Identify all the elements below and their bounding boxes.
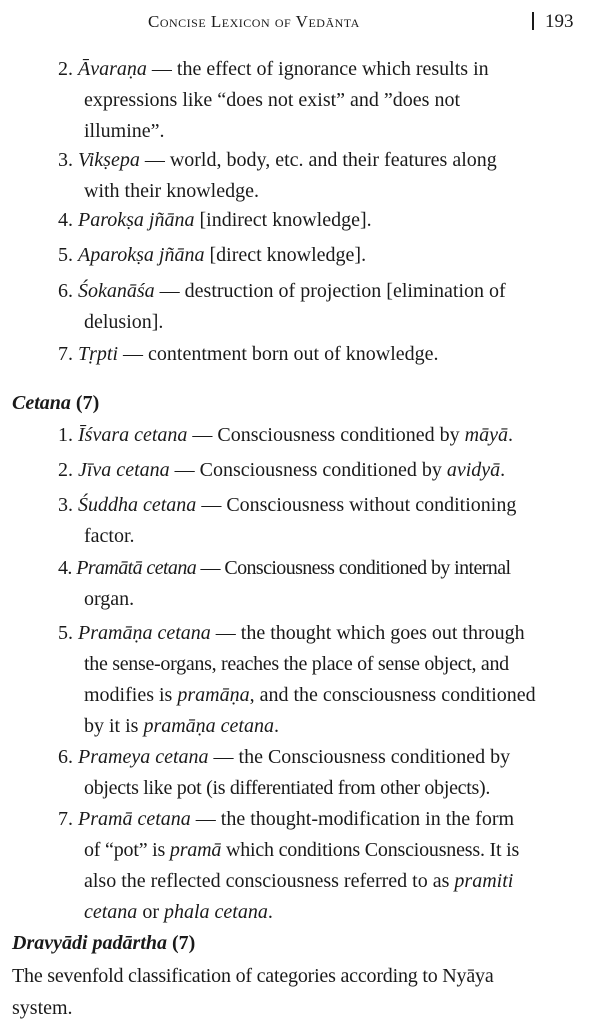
list-item bbox=[58, 240, 588, 271]
item-line: factor. bbox=[84, 525, 135, 547]
item-line: with their knowledge. bbox=[84, 180, 259, 202]
body-line: The sevenfold classification of categories according to Nyāya bbox=[12, 965, 494, 987]
item-line: 2. Jīva cetana — Consciousness conditioned by avidyā. bbox=[58, 459, 506, 481]
item-term: Pramāṇa cetana bbox=[78, 622, 211, 644]
section-heading-dravyadi: Dravyādi padārtha (7) bbox=[12, 932, 196, 954]
item-line: by it is pramāṇa cetana. bbox=[84, 715, 279, 737]
list-item bbox=[58, 490, 588, 552]
item-line: 2. Āvaraṇa — the effect of ignorance which results in bbox=[58, 58, 489, 80]
item-line: 6. Śokanāśa — destruction of projection [elimination of bbox=[58, 280, 506, 302]
item-line: of “pot” is pramā which conditions Consciousness. It is bbox=[84, 839, 520, 861]
item-line: 4. Pramātā cetana — Consciousness conditioned by internal bbox=[58, 557, 511, 579]
item-line: delusion]. bbox=[84, 311, 164, 333]
item-line: 7. Tṛpti — contentment born out of knowledge. bbox=[58, 343, 439, 365]
page-number: 193 bbox=[545, 11, 574, 32]
body-line: system. bbox=[12, 997, 73, 1019]
item-line: 1. Īśvara cetana — Consciousness conditioned by māyā. bbox=[58, 424, 513, 446]
item-line: 5. Pramāṇa cetana — the thought which goes out through bbox=[58, 622, 525, 644]
item-term: Āvaraṇa bbox=[78, 58, 147, 80]
item-line: 4. Parokṣa jñāna [indirect knowledge]. bbox=[58, 209, 372, 231]
item-line: also the reflected consciousness referred to as pramiti bbox=[84, 870, 514, 892]
item-line: modifies is pramāṇa, and the consciousness conditioned bbox=[84, 684, 536, 706]
item-term: Śokanāśa bbox=[78, 280, 155, 302]
item-term: Śuddha cetana bbox=[78, 494, 197, 516]
list-item bbox=[58, 553, 588, 615]
list-item bbox=[58, 276, 588, 338]
item-line: 6. Prameya cetana — the Consciousness conditioned by bbox=[58, 746, 511, 768]
item-term: Īśvara cetana bbox=[78, 424, 188, 446]
running-title: Concise Lexicon of Vedānta bbox=[148, 12, 360, 31]
section-heading-cetana: Cetana (7) bbox=[12, 392, 100, 414]
item-line: 7. Pramā cetana — the thought-modification in the form bbox=[58, 808, 515, 830]
list-item bbox=[58, 618, 588, 742]
item-term: Prameya cetana bbox=[78, 746, 209, 768]
list-item bbox=[58, 54, 588, 147]
item-line: 3. Śuddha cetana — Consciousness without conditioning bbox=[58, 494, 517, 516]
item-line: illumine”. bbox=[84, 120, 165, 142]
list-item bbox=[58, 420, 588, 451]
list-item bbox=[58, 742, 588, 804]
list-item bbox=[58, 339, 588, 370]
list-item bbox=[58, 804, 588, 928]
list-item bbox=[58, 205, 588, 236]
list-item bbox=[58, 145, 588, 207]
header-divider bbox=[532, 12, 534, 30]
list-item bbox=[58, 455, 588, 486]
item-term: Vikṣepa bbox=[78, 149, 140, 171]
item-term: Tṛpti bbox=[78, 343, 119, 365]
section-body-dravyadi bbox=[12, 960, 592, 1024]
item-term: Aparokṣa jñāna bbox=[78, 244, 205, 266]
item-term: Pramā cetana bbox=[78, 808, 191, 830]
item-line: objects like pot (is differentiated from other objects). bbox=[84, 777, 491, 799]
running-header bbox=[0, 0, 600, 40]
item-line: 5. Aparokṣa jñāna [direct knowledge]. bbox=[58, 244, 367, 266]
item-line: 3. Vikṣepa — world, body, etc. and their features along bbox=[58, 149, 497, 171]
item-line: expressions like “does not exist” and ”does not bbox=[84, 89, 461, 111]
item-line: cetana or phala cetana. bbox=[84, 901, 273, 923]
item-line: the sense-organs, reaches the place of sense object, and bbox=[84, 653, 509, 675]
item-term: Pramātā cetana bbox=[76, 557, 197, 579]
item-line: organ. bbox=[84, 588, 135, 610]
item-term: Parokṣa jñāna bbox=[78, 209, 195, 231]
item-term: Jīva cetana bbox=[78, 459, 170, 481]
